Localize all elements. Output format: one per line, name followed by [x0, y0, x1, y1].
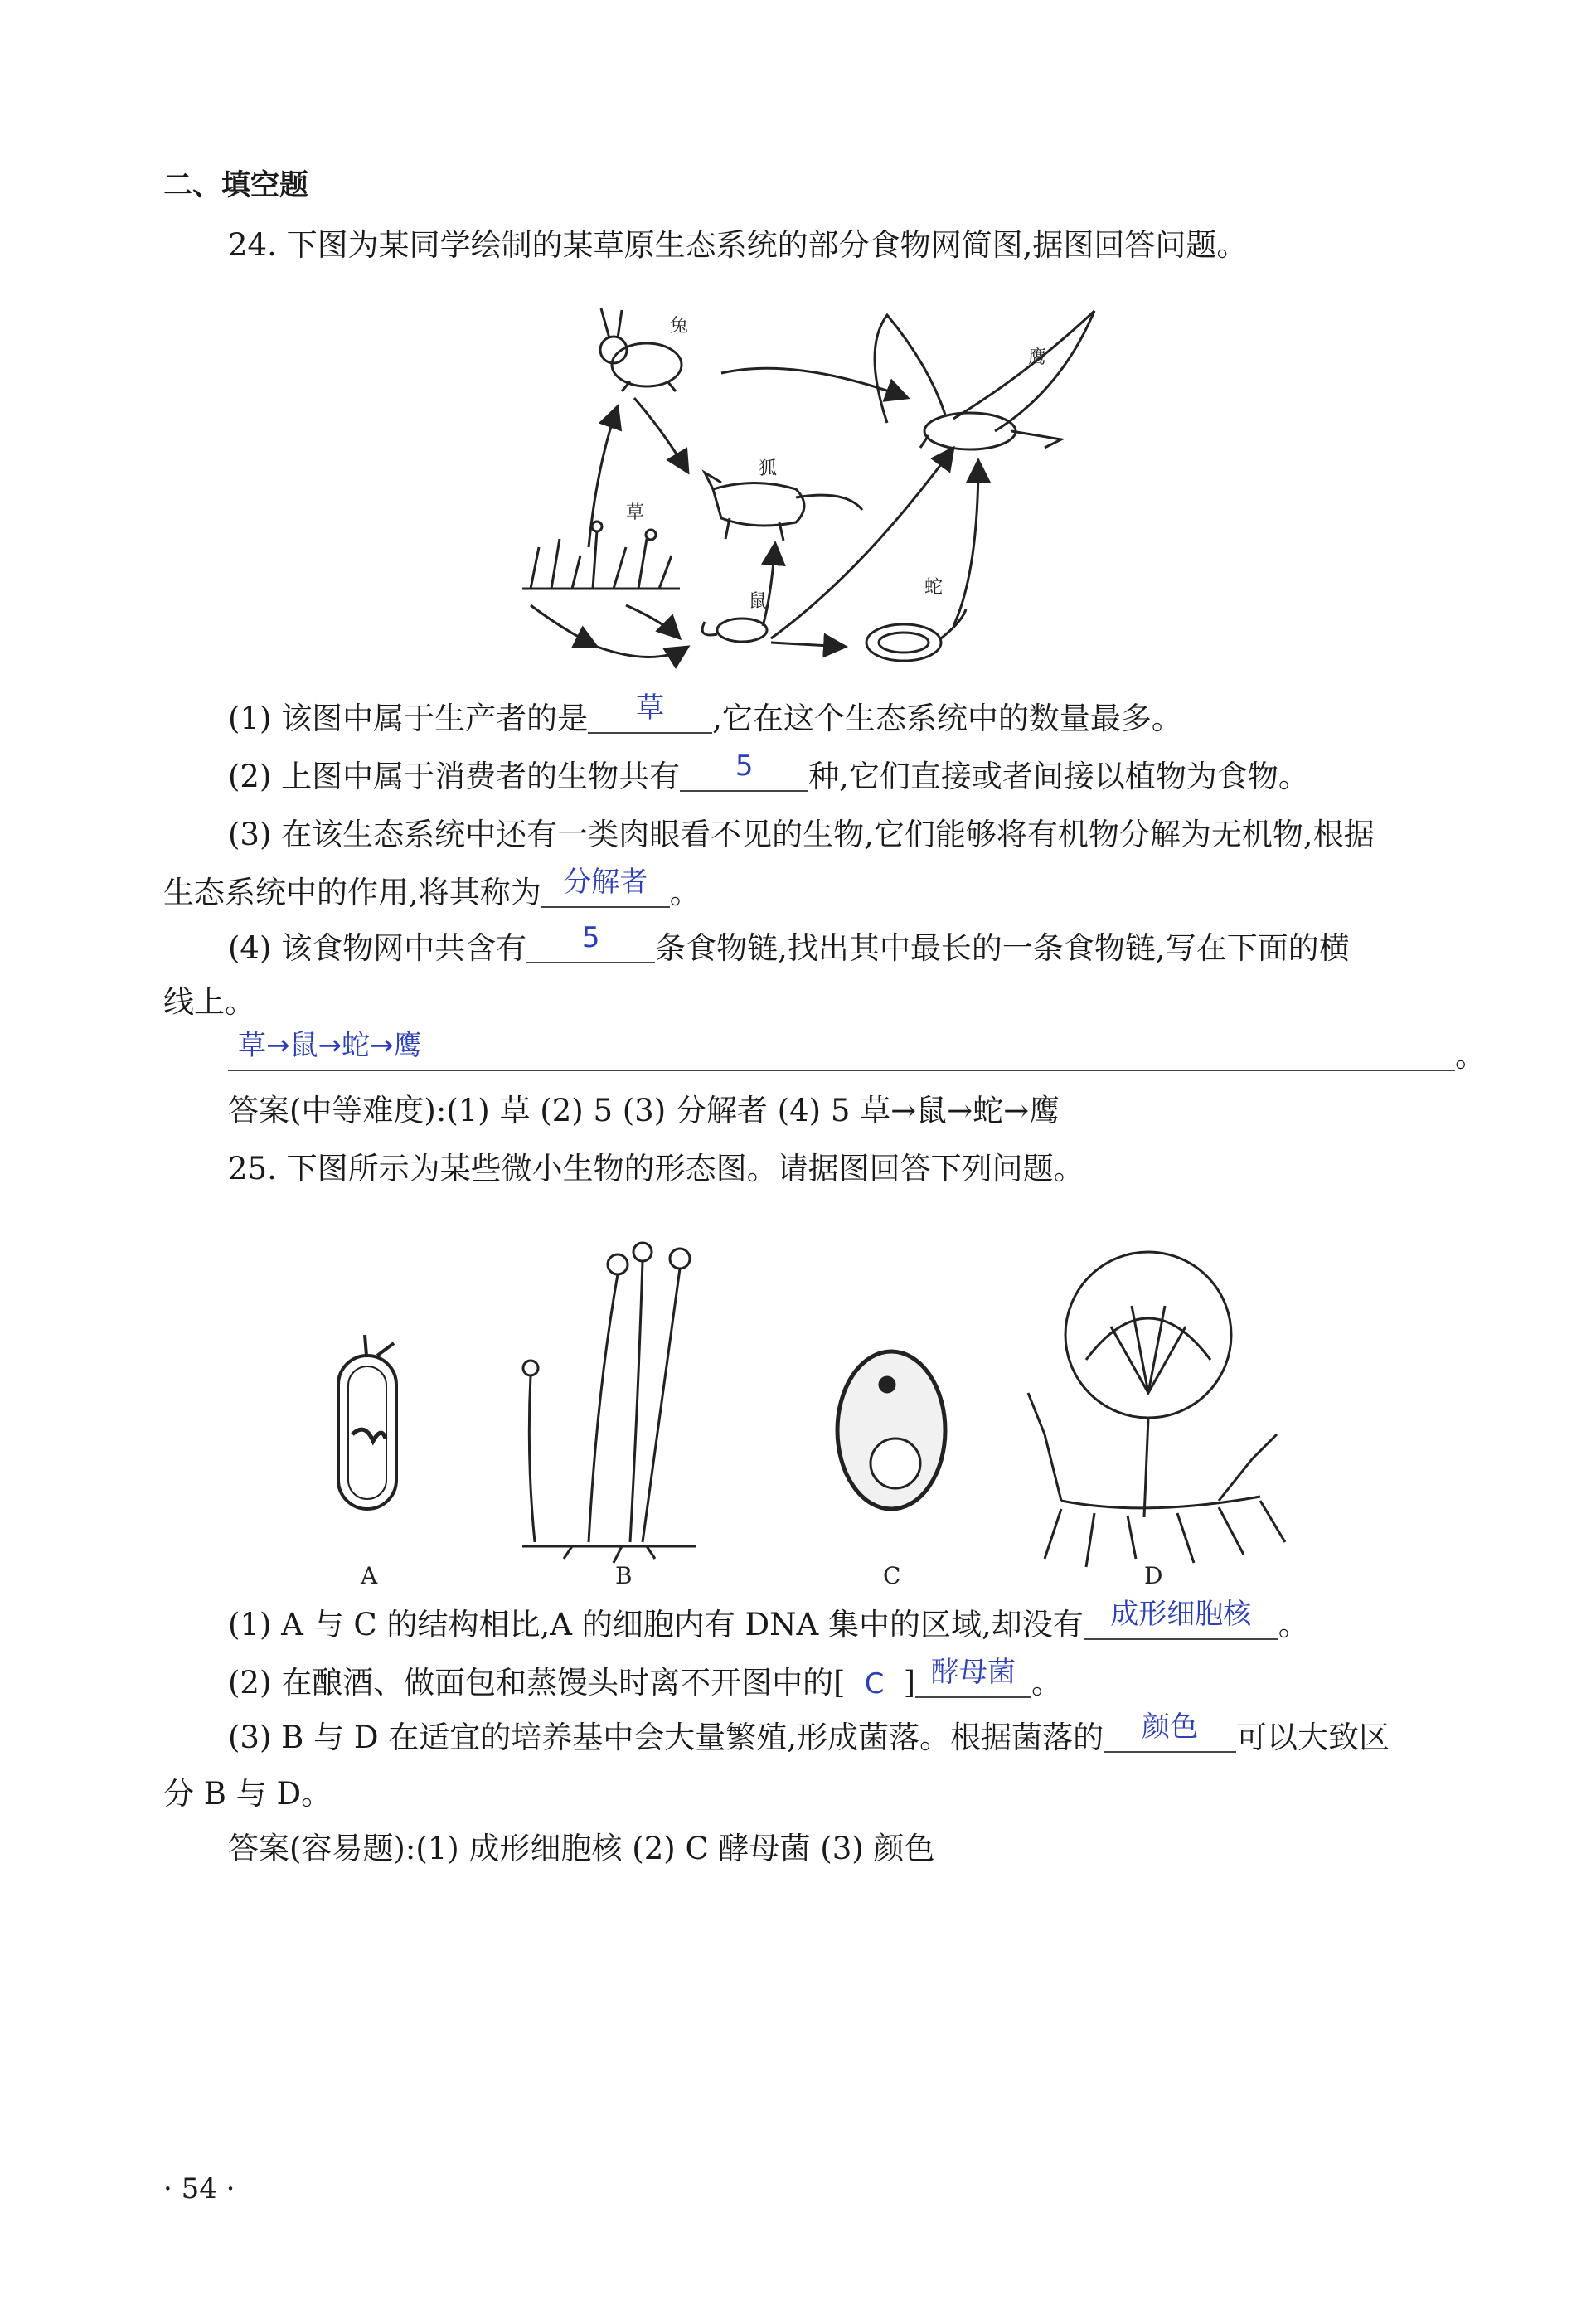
q25-p2-answer-letter[interactable]: C: [864, 1667, 885, 1701]
q24-p2-text-end: 种,它们直接或者间接以植物为食物。: [808, 759, 1309, 794]
q25-p1-answer: 成形细胞核: [1110, 1598, 1252, 1631]
label-a: A: [361, 1562, 378, 1589]
q25-p1-text-end: 。: [1278, 1607, 1309, 1642]
label-rabbit: 兔: [670, 316, 689, 337]
q25-p2-bracket: ]: [903, 1665, 916, 1701]
q24-part2: [228, 750, 1309, 797]
snake-drawing: [866, 609, 966, 661]
q25-p3-blank[interactable]: [1104, 1710, 1236, 1753]
label-mouse: 鼠: [749, 591, 768, 612]
q24-p1-answer: 草: [636, 691, 665, 725]
q24-p2-answer: 5: [735, 750, 754, 783]
microorganism-figure: [315, 1227, 1310, 1592]
section-title: 二、填空题: [163, 169, 309, 202]
q24-p1-blank[interactable]: [588, 691, 712, 734]
q24-chain-end: 。: [1455, 1038, 1486, 1074]
penicillium-d-drawing: [1028, 1252, 1285, 1567]
fox-drawing: [705, 473, 862, 541]
q25-p2-answer-name: 酵母菌: [931, 1656, 1016, 1689]
q24-p2-text: (2) 上图中属于消费者的生物共有: [228, 759, 681, 794]
q24-chain-blank[interactable]: [228, 1029, 1455, 1071]
q24-p1-text-end: ,它在这个生态系统中的数量最多。: [712, 701, 1182, 736]
q25-part1: [228, 1598, 1309, 1645]
q24-p3-answer: 分解者: [563, 866, 648, 899]
q24-stem: 24. 下图为某同学绘制的某草原生态系统的部分食物网简图,据图回答问题。: [228, 227, 1248, 263]
label-eagle: 鹰: [1028, 347, 1047, 368]
q24-p3-text-end: 。: [669, 875, 701, 910]
q25-part3-line1: [228, 1710, 1390, 1758]
q24-p4-answer: 5: [581, 921, 600, 954]
q24-part4-line2: 线上。: [163, 984, 255, 1020]
q25-stem: 25. 下图所示为某些微小生物的形态图。请据图回答下列问题。: [228, 1151, 1084, 1186]
q25-p2-text: (2) 在酿酒、做面包和蒸馒头时离不开图中的[: [228, 1665, 846, 1701]
q24-part4-chain-line: [228, 1029, 1486, 1076]
q24-p4-text: (4) 该食物网中共含有: [228, 930, 527, 966]
q24-p3-text: 生态系统中的作用,将其称为: [163, 875, 541, 910]
label-d: D: [1144, 1562, 1163, 1589]
q24-p4-blank[interactable]: [526, 921, 655, 963]
label-grass: 草: [626, 502, 645, 523]
q24-part4-line1: [228, 921, 1350, 968]
q24-p1-text: (1) 该图中属于生产者的是: [228, 701, 589, 736]
q25-answer-key: 答案(容易题):(1) 成形细胞核 (2) C 酵母菌 (3) 颜色: [228, 1831, 935, 1866]
mouse-drawing: [702, 619, 767, 642]
bacterium-a-drawing: [338, 1335, 396, 1509]
q25-part2: [228, 1656, 1063, 1704]
q25-p2-blank[interactable]: [915, 1656, 1031, 1698]
q25-p1-text: (1) A 与 C 的结构相比,A 的细胞内有 DNA 集中的区域,却没有: [228, 1607, 1084, 1642]
q25-p3-text: (3) B 与 D 在适宜的培养基中会大量繁殖,形成菌落。根据菌落的: [228, 1720, 1104, 1755]
label-fox: 狐: [759, 458, 778, 479]
food-web-figure: [514, 298, 1128, 680]
q25-p3-answer: 颜色: [1142, 1710, 1199, 1744]
q25-p2-text-end: 。: [1031, 1665, 1063, 1701]
q24-p4-text-end: 条食物链,找出其中最长的一条食物链,写在下面的横: [655, 930, 1350, 966]
label-c: C: [883, 1562, 901, 1589]
q24-part3-line2: [163, 866, 701, 913]
eagle-drawing: [875, 311, 1094, 449]
food-web-arrows: [531, 368, 978, 657]
grass-drawing: [522, 522, 680, 589]
yeast-c-drawing: [837, 1351, 945, 1509]
q24-part1: [228, 691, 1182, 739]
label-b: B: [615, 1562, 633, 1589]
q24-answer-key: 答案(中等难度):(1) 草 (2) 5 (3) 分解者 (4) 5 草→鼠→蛇→鹰: [228, 1093, 1060, 1128]
q25-part3-line2: 分 B 与 D。: [163, 1776, 332, 1812]
mold-b-drawing: [522, 1243, 696, 1563]
q24-part3-line1: (3) 在该生态系统中还有一类肉眼看不见的生物,它们能够将有机物分解为无机物,根据: [228, 817, 1375, 852]
q25-p3-text-end: 可以大致区: [1236, 1720, 1390, 1755]
q25-p1-blank[interactable]: [1084, 1598, 1278, 1640]
q24-p3-blank[interactable]: [541, 866, 670, 908]
q24-chain-answer: 草→鼠→蛇→鹰: [238, 1029, 422, 1062]
q24-p2-blank[interactable]: [680, 750, 808, 792]
page-number: · 54 ·: [163, 2172, 235, 2205]
label-snake: 蛇: [924, 577, 944, 598]
